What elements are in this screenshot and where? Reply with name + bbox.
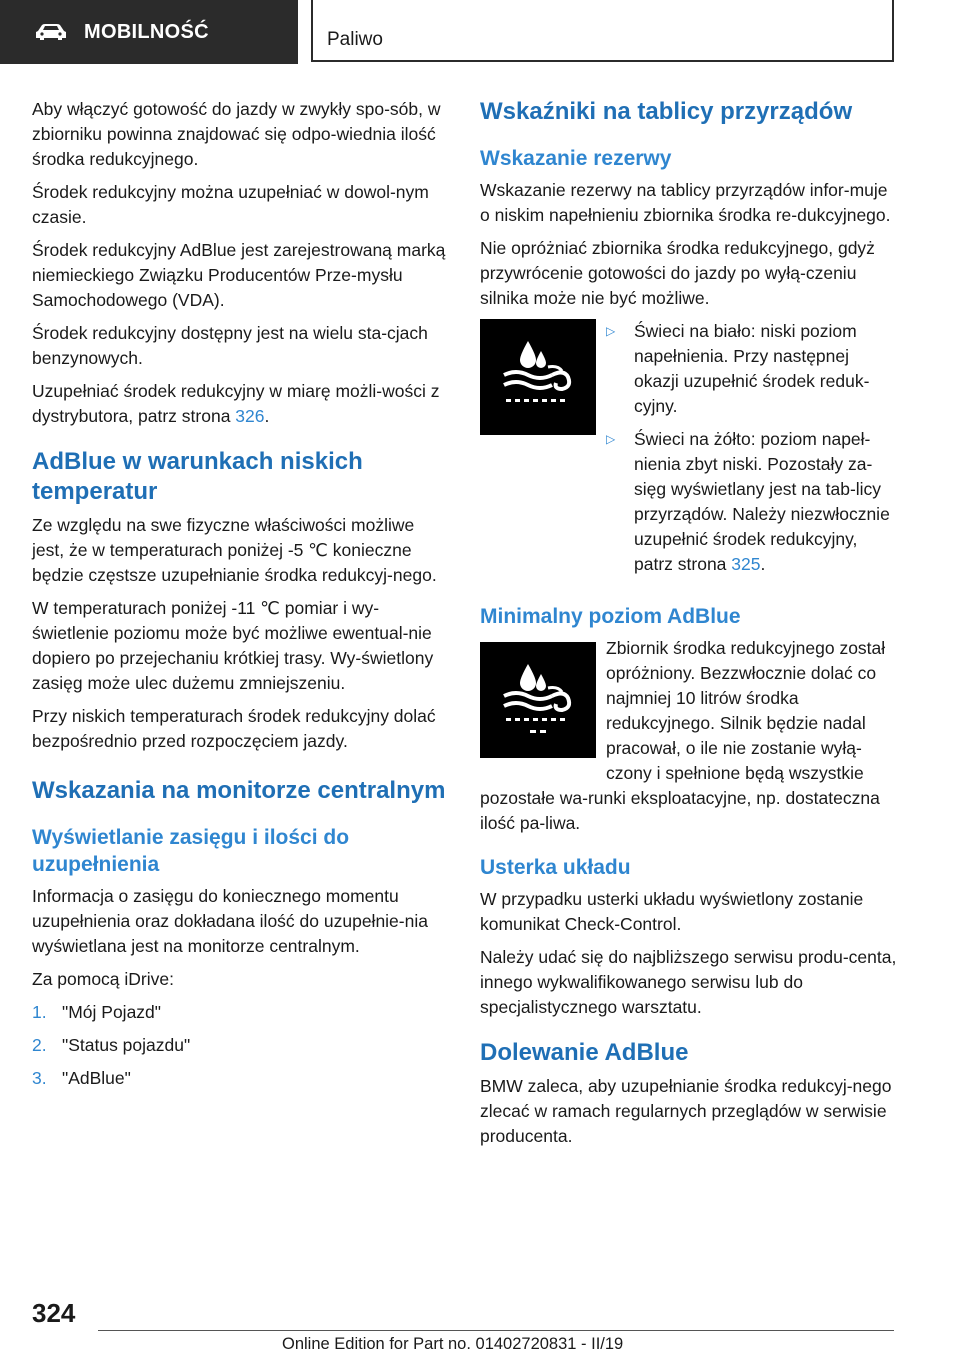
paragraph-text: Uzupełniać środek redukcyjny w miarę możli-wości z dystrybutora, patrz strona	[32, 381, 440, 426]
edition-info: Online Edition for Part no. 01402720831 - II/19	[282, 1335, 624, 1353]
minimum-level-block	[480, 636, 898, 836]
bullet-text: Świeci na biało: niski poziom napełnienia. Przy następnej okazji uzupełnić środek reduk-cyjny.	[634, 321, 870, 416]
bullet-text	[634, 427, 898, 577]
page-number: 324	[32, 1298, 76, 1328]
paragraph: Nie opróżniać zbiornika środka redukcyjnego, gdyż przywrócenie gotowości do jazdy po wyłą-czeniu silnika może nie być możliwe.	[480, 238, 875, 308]
paragraph: W temperaturach poniżej -11 ℃ pomiar i wy-świetlenie poziomu może być możliwe ewentual-nie dopiero po przejechaniu krótkiej trasy. Wy-świetlony zasięg może ulec dużemu zmniejszeniu.	[32, 598, 434, 693]
car-icon	[34, 22, 68, 42]
section-label: MOBILNOŚĆ	[84, 20, 209, 43]
paragraph: Przy niskich temperaturach środek redukcyjny dolać bezpośrednio przed rozpoczęciem jazdy.	[32, 706, 436, 751]
step-number: 1.	[32, 1002, 47, 1022]
page-header	[0, 0, 960, 64]
adblue-level-icon	[480, 319, 596, 435]
subheading-range-display: Wyświetlanie zasięgu i ilości do uzupełnienia	[32, 826, 350, 876]
bullet-text-end: .	[760, 554, 766, 574]
subheading-system-fault: Usterka układu	[480, 856, 631, 879]
list-item	[606, 427, 898, 577]
heading-central-monitor: Wskazania na monitorze centralnym	[32, 777, 446, 804]
paragraph: Za pomocą iDrive:	[32, 969, 174, 989]
footer-divider	[98, 1330, 894, 1331]
paragraph: W przypadku usterki układu wyświetlony zostanie komunikat Check-Control.	[480, 889, 864, 934]
paragraph: Zbiornik środka redukcyjnego został opróżniony. Bezzwłocznie dolać co najmniej 10 litrów środka redukcyjnego. Silnik będzie nadal pracował, o ile nie zostanie wyłą-czony i spełnione będą wszystkie pozostałe wa-runki eksploatacyjne, np. dostateczna ilość pa-liwa.	[480, 638, 886, 833]
step-text: "Status pojazdu"	[62, 1035, 191, 1055]
paragraph: Wskazanie rezerwy na tablicy przyrządów infor-muje o niskim napełnieniu zbiornika środka re-dukcyjnego.	[480, 180, 891, 225]
list-item	[32, 1033, 450, 1058]
reserve-states-list	[606, 319, 898, 585]
heading-low-temperature: AdBlue w warunkach niskich temperatur	[32, 448, 363, 505]
paragraph: Środek redukcyjny dostępny jest na wielu sta-cjach benzynowych.	[32, 323, 428, 368]
section-tab[interactable]	[0, 0, 298, 64]
list-item	[606, 319, 898, 419]
triangle-bullet-icon: ▷	[606, 324, 616, 338]
paragraph	[32, 379, 450, 429]
right-column	[480, 97, 898, 1157]
paragraph: BMW zaleca, aby uzupełnianie środka redukcyj-nego zlecać w ramach regularnych przeglądów w serwisie producenta.	[480, 1076, 892, 1146]
paragraph: Środek redukcyjny AdBlue jest zarejestrowaną marką niemieckiego Związku Producentów Prze-mysłu Samochodowego (VDA).	[32, 240, 446, 310]
list-item	[32, 1000, 450, 1025]
step-text: "AdBlue"	[62, 1068, 131, 1088]
chapter-tab[interactable]	[311, 0, 894, 62]
paragraph: Środek redukcyjny można uzupełniać w dowol-nym czasie.	[32, 182, 429, 227]
paragraph: Informacja o zasięgu do koniecznego momentu uzupełnienia oraz dokładana ilość do uzupełnie-nia wyświetlana jest na monitorze centralnym.	[32, 886, 428, 956]
subheading-reserve: Wskazanie rezerwy	[480, 147, 672, 170]
step-number: 2.	[32, 1035, 47, 1055]
paragraph: Aby włączyć gotowość do jazdy w zwykły spo-sób, w zbiorniku powinna znajdować się odpo-wiednia ilość środka redukcyjnego.	[32, 99, 441, 169]
chapter-label: Paliwo	[327, 29, 383, 50]
triangle-bullet-icon: ▷	[606, 432, 616, 446]
reserve-indicator-row	[480, 319, 898, 585]
adblue-empty-icon	[480, 642, 596, 758]
left-column	[32, 97, 450, 1099]
page-footer	[0, 1290, 960, 1362]
bullet-text-main: Świeci na żółto: poziom napeł-nienia zbyt niski. Pozostały za-sięg wyświetlany jest na tab-licy przyrządów. Należy niezwłocznie uzupełnić środek redukcyjny, patrz strona	[634, 429, 890, 574]
page-link-325[interactable]: 325	[731, 554, 761, 574]
idrive-steps	[32, 1000, 450, 1091]
heading-refilling: Dolewanie AdBlue	[480, 1039, 689, 1066]
step-text: "Mój Pojazd"	[62, 1002, 161, 1022]
list-item	[32, 1066, 450, 1091]
heading-instrument-cluster: Wskaźniki na tablicy przyrządów	[480, 98, 853, 125]
step-number: 3.	[32, 1068, 47, 1088]
paragraph: Należy udać się do najbliższego serwisu produ-centa, innego wykwalifikowanego serwisu lub do specjalistycznego warsztatu.	[480, 947, 897, 1017]
subheading-minimum-level: Minimalny poziom AdBlue	[480, 605, 741, 628]
paragraph: Ze względu na swe fizyczne właściwości możliwe jest, że w temperaturach poniżej -5 ℃ konieczne będzie częstsze uzupełnianie środka redukcyj-nego.	[32, 515, 437, 585]
paragraph-end: .	[264, 406, 270, 426]
page-link-326[interactable]: 326	[235, 406, 265, 426]
